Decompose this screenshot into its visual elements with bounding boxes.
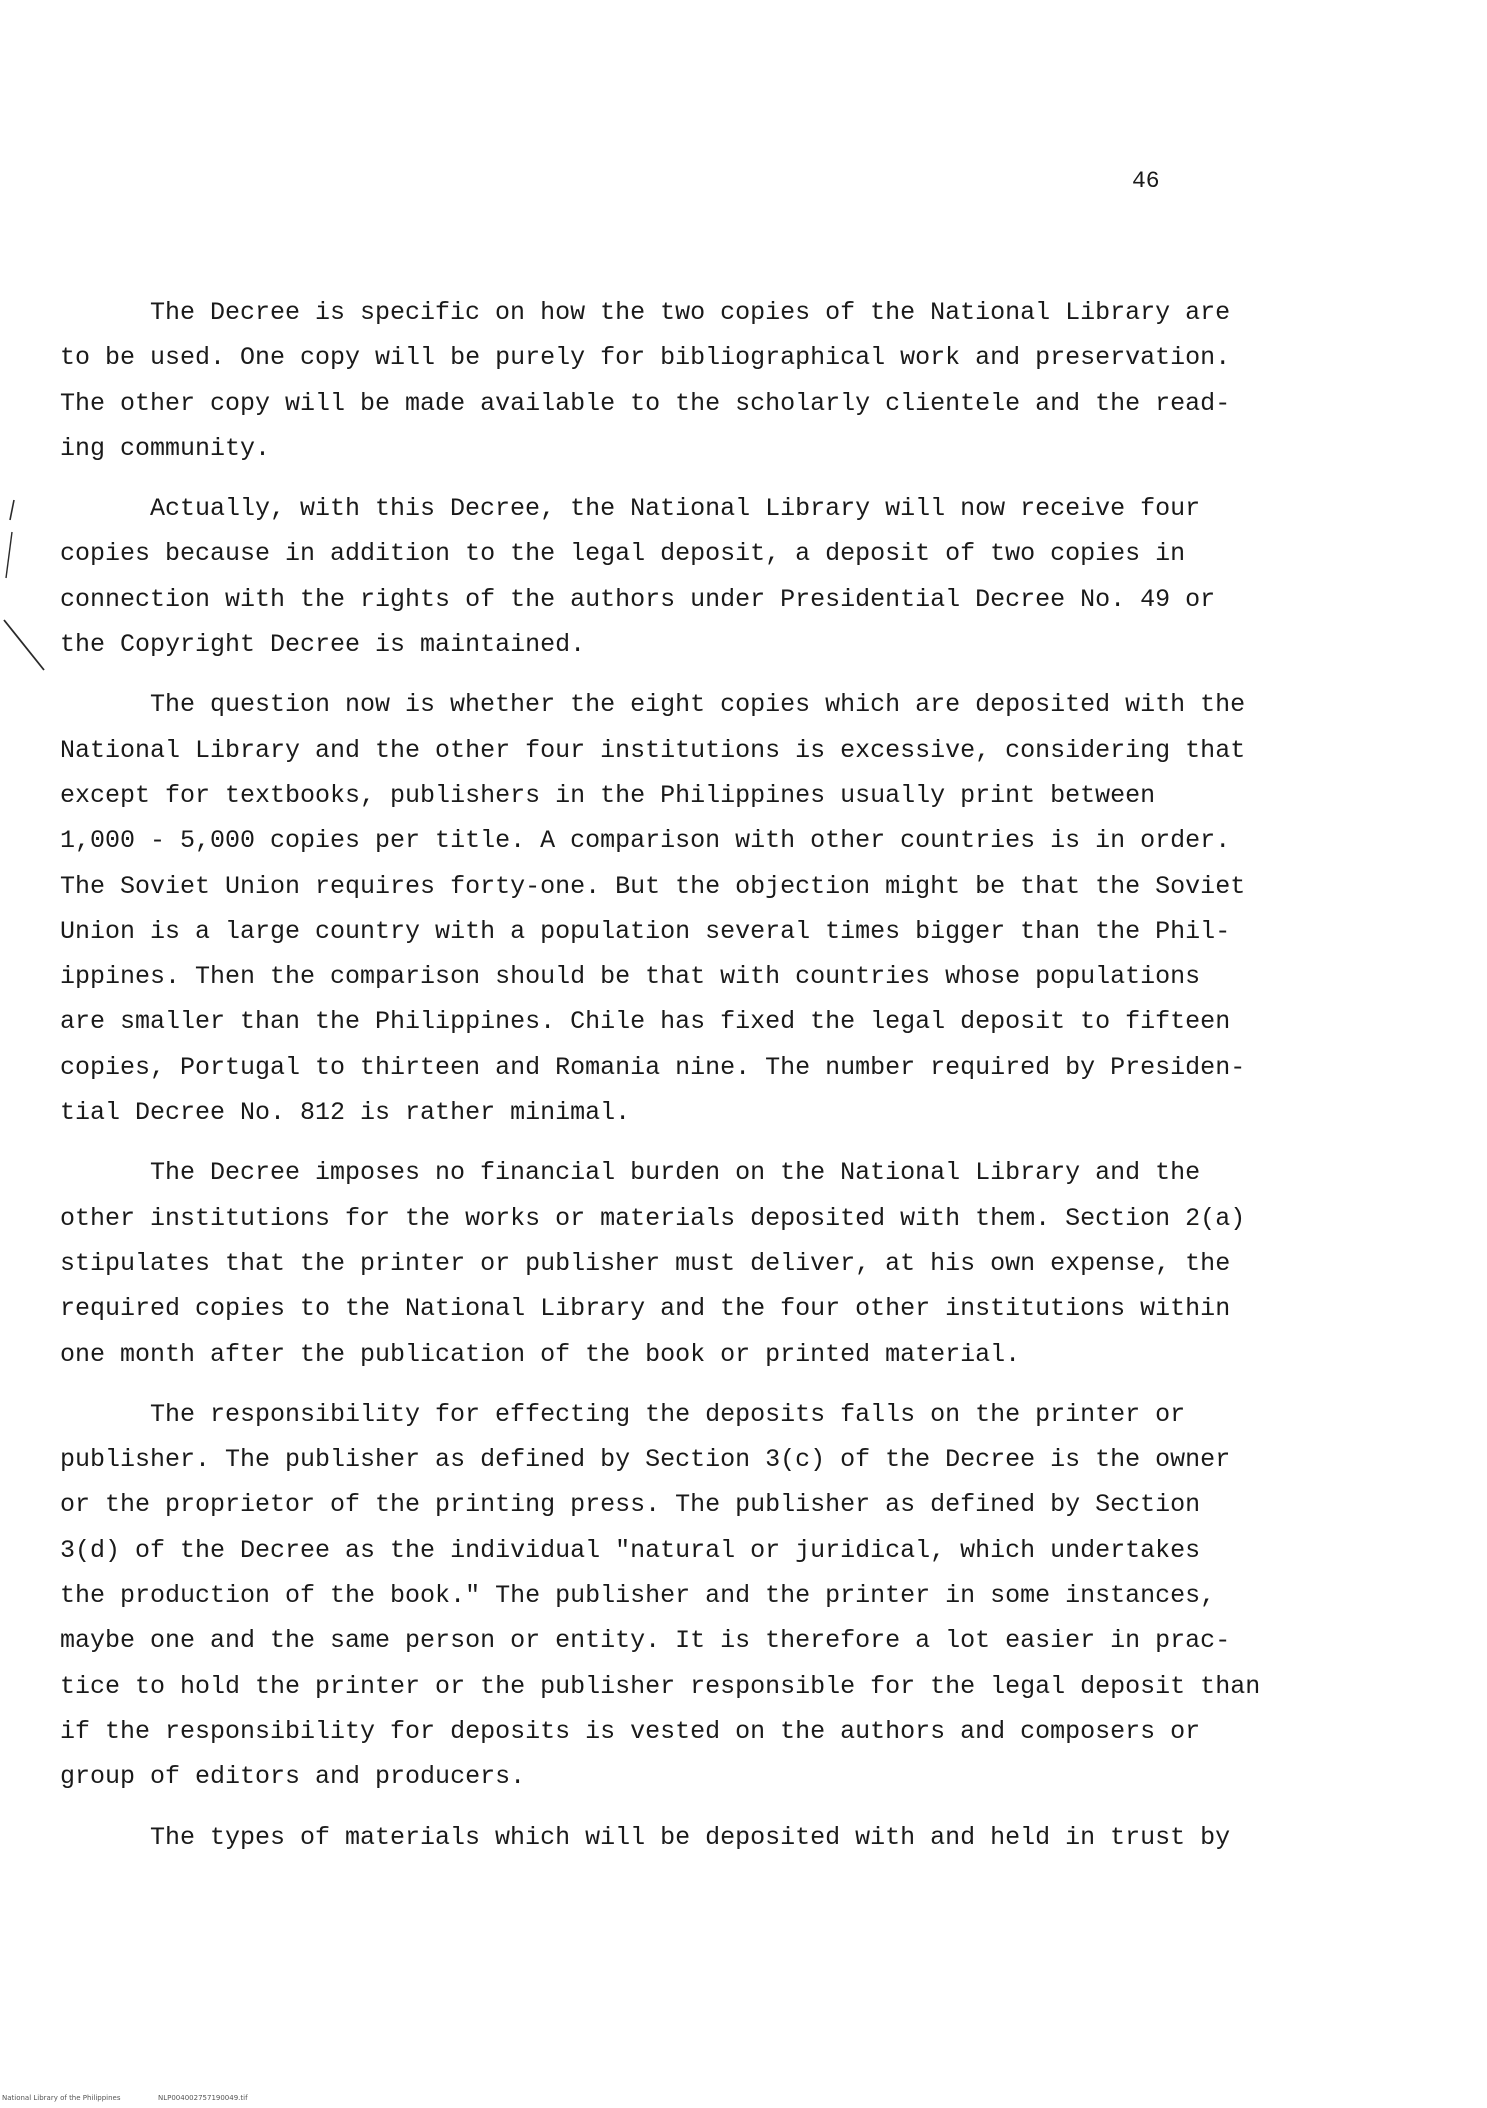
page-number: 46 [1132, 168, 1160, 194]
text-line: if the responsibility for deposits is vested on the authors and composers or [60, 1716, 1201, 1746]
text-line: connection with the rights of the authors under Presidential Decree No. 49 or [60, 584, 1216, 614]
text-line: Union is a large country with a population several times bigger than the Phil- [60, 916, 1231, 946]
paragraph [60, 682, 1310, 1135]
text-line: The types of materials which will be deposited with and held in trust by [150, 1822, 1231, 1852]
text-line: The Soviet Union requires forty-one. But the objection might be that the Soviet [60, 871, 1246, 901]
document-body [60, 290, 1310, 1875]
text-line: The responsibility for effecting the deposits falls on the printer or [150, 1399, 1186, 1429]
text-line: National Library and the other four institutions is excessive, considering that [60, 735, 1246, 765]
text-line: the Copyright Decree is maintained. [60, 630, 586, 660]
text-line: tice to hold the printer or the publisher responsible for the legal deposit than [60, 1671, 1261, 1701]
paragraph [60, 1150, 1310, 1376]
text-line: The Decree imposes no financial burden on the National Library and the [150, 1158, 1201, 1188]
text-line: the production of the book." The publisher and the printer in some instances, [60, 1581, 1216, 1611]
text-line: The Decree is specific on how the two copies of the National Library are [150, 298, 1231, 327]
text-line: ing community. [60, 433, 271, 463]
text-line: except for textbooks, publishers in the Philippines usually print between [60, 780, 1156, 810]
text-line: required copies to the National Library and the four other institutions within [60, 1294, 1231, 1324]
text-line: copies because in addition to the legal deposit, a deposit of two copies in [60, 539, 1186, 569]
footer-file-id: NLP004002757190049.tif [158, 2094, 248, 2102]
text-line: stipulates that the printer or publisher must deliver, at his own expense, the [60, 1248, 1231, 1278]
text-line: 1,000 - 5,000 copies per title. A comparison with other countries is in order. [60, 826, 1231, 856]
text-line: ippines. Then the comparison should be that with countries whose populations [60, 962, 1201, 992]
text-line: one month after the publication of the book or printed material. [60, 1339, 1021, 1369]
text-line: The question now is whether the eight copies which are deposited with the [150, 690, 1246, 720]
text-line: other institutions for the works or materials deposited with them. Section 2(a) [60, 1203, 1246, 1233]
text-line: or the proprietor of the printing press. The publisher as defined by Section [60, 1490, 1201, 1520]
text-line: copies, Portugal to thirteen and Romania nine. The number required by Presiden- [60, 1052, 1246, 1082]
paragraph [60, 290, 1310, 471]
text-line: are smaller than the Philippines. Chile has fixed the legal deposit to fifteen [60, 1007, 1231, 1037]
paragraph [60, 1815, 1310, 1860]
text-line: group of editors and producers. [60, 1762, 526, 1792]
text-line: 3(d) of the Decree as the individual "natural or juridical, which undertakes [60, 1535, 1201, 1565]
margin-bracket-mark [0, 490, 60, 690]
paragraph [60, 486, 1310, 667]
text-line: tial Decree No. 812 is rather minimal. [60, 1098, 631, 1128]
text-line: to be used. One copy will be purely for bibliographical work and preservation. [60, 343, 1231, 373]
paragraph [60, 1392, 1310, 1800]
text-line: The other copy will be made available to the scholarly clientele and the read- [60, 388, 1231, 418]
text-line: Actually, with this Decree, the National Library will now receive four [150, 494, 1201, 524]
text-line: publisher. The publisher as defined by Section 3(c) of the Decree is the owner [60, 1445, 1231, 1475]
text-line: maybe one and the same person or entity. It is therefore a lot easier in prac- [60, 1626, 1231, 1656]
footer-source: National Library of the Philippines [2, 2094, 121, 2102]
